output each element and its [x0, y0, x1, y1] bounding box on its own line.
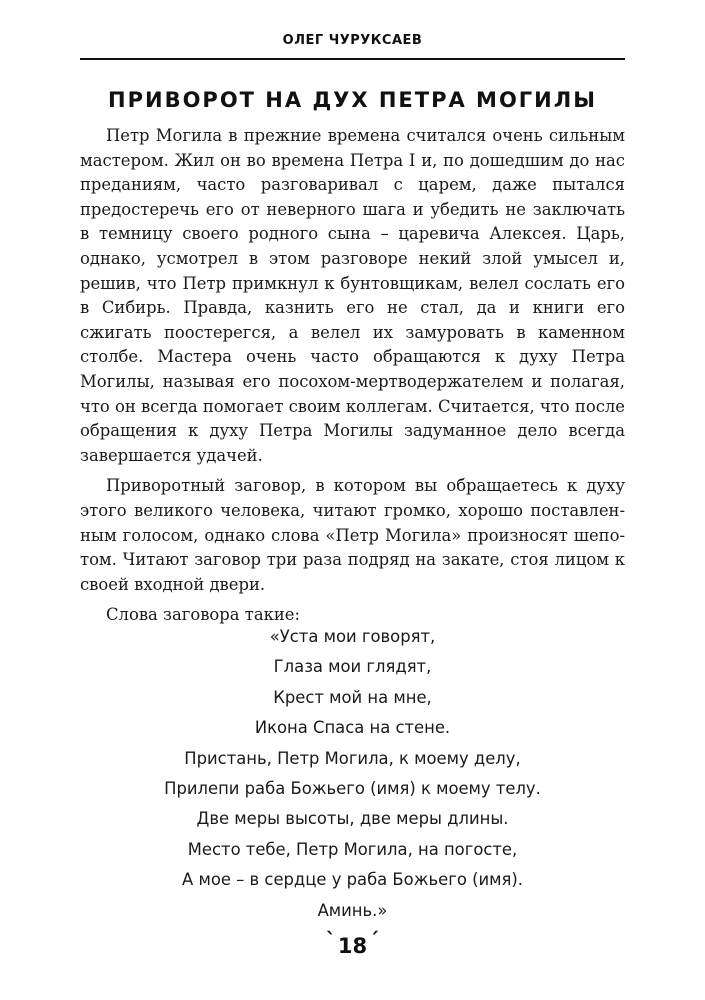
verse-line: Две меры высоты, две меры длины.: [196, 809, 509, 829]
verse-line: Глаза мои глядят,: [273, 657, 432, 677]
body-text: [80, 124, 625, 634]
verse-line: А мое – в сердце у раба Божьего (имя).: [182, 870, 523, 890]
verse-line: Пристань, Петр Могила, к моему делу,: [184, 748, 521, 768]
verse-line: Аминь.»: [317, 900, 388, 920]
verse-line: Крест мой на мне,: [273, 687, 432, 707]
incantation-verse: [80, 622, 625, 926]
verse-line: Место тебе, Петр Могила, на погосте,: [187, 839, 518, 859]
folio-ornament-right: ´: [369, 928, 380, 952]
folio-ornament-left: `: [325, 928, 336, 952]
verse-line: Прилепи раба Божьего (имя) к моему телу.: [164, 779, 541, 799]
page-number-value: 18: [337, 934, 368, 958]
paragraph: Приворотный заговор, в котором вы обращаетесь к духу этого великого человека, читают громко, хорошо поставленным голосом, однако слова «Петр Могила» произносят шепотом. Читают заговор три раза подряд на закате, стоя лицом к своей входной двери.: [80, 476, 625, 594]
paragraph: Слова заговора такие:: [106, 605, 300, 625]
running-head: ОЛЕГ ЧУРУКСАЕВ: [282, 33, 423, 48]
page-number: [0, 928, 705, 958]
header-rule: [80, 58, 625, 60]
verse-line: «Уста мои говорят,: [269, 627, 436, 646]
verse-line: Икона Спаса на стене.: [254, 718, 451, 738]
chapter-title: ПРИВОРОТ НА ДУХ ПЕТРА МОГИЛЫ: [108, 88, 597, 112]
paragraph: Петр Могила в прежние времена считался очень сильным мастером. Жил он во времена Петра I и, по дошедшим до нас преданиям, часто разговаривал с царем, даже пытался предостеречь его от неверного шага и убедить не заключать в темницу своего родного сына – царевича Алексея. Царь, однако, усмотрел в этом разговоре некий злой умысел и, решив, что Петр примкнул к бунтовщикам, велел сослать его в Сибирь. Правда, казнить его не стал, да и книги его сжигать поостерегся, а велел их замуровать в каменном столбе. Мастера очень часто обращаются к духу Петра Могилы, называя его посохом-мертводержателем и полагая, что он всегда помогает своим коллегам. Считается, что после обращения к духу Петра Могилы задуманное дело всегда завершается удачей.: [80, 126, 625, 465]
